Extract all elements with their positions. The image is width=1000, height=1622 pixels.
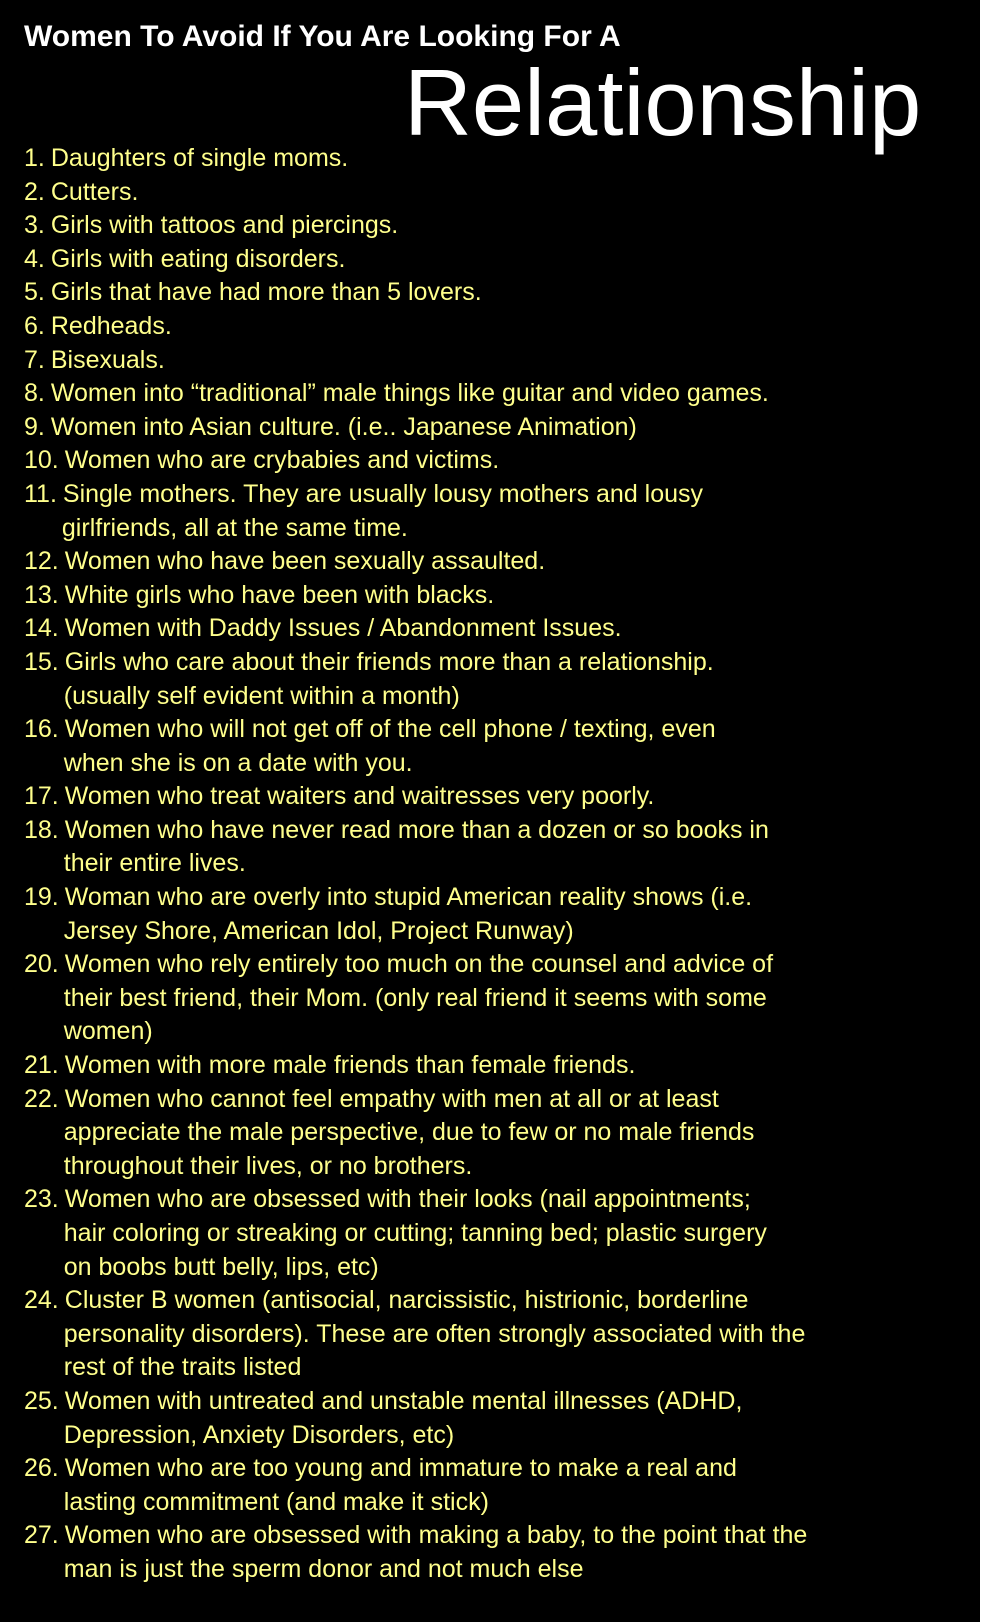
poster-title: Relationship [404, 50, 922, 155]
list-item [24, 176, 964, 210]
list-item-text [65, 1519, 808, 1586]
list-item-number: 17. [24, 782, 59, 811]
list-item-line: personality disorders). These are often strongly associated with the [63, 1319, 806, 1348]
list-item-line: their best friend, their Mom. (only real friend it seems with some [63, 983, 767, 1012]
list-item-line: Women who will not get off of the cell phone / texting, even [64, 715, 716, 744]
list-item-line: White girls who have been with blacks. [64, 580, 495, 609]
list-item [24, 579, 964, 613]
list-item [24, 142, 964, 176]
list-item-line: Women who are obsessed with their looks (nail appointments; [64, 1185, 751, 1214]
list-item [24, 780, 964, 814]
list-item-line: appreciate the male perspective, due to few or no male friends [63, 1118, 755, 1147]
list-item-line: when she is on a date with you. [63, 748, 413, 777]
list-item-text [65, 1083, 755, 1184]
list-item-line: Daughters of single moms. [50, 144, 349, 172]
poster-pre-title: Women To Avoid If You Are Looking For A [24, 20, 621, 53]
list-item-line: Women who have been sexually assaulted. [64, 547, 546, 576]
list-item-line: hair coloring or streaking or cutting; tanning bed; plastic surgery [63, 1219, 767, 1247]
list-item-text [65, 579, 494, 613]
list-item-number: 3. [24, 211, 45, 240]
list-item-number: 2. [24, 177, 45, 206]
list-item-line: Women who have never read more than a dozen or so books in [64, 815, 769, 844]
list-item-line: lasting commitment (and make it stick) [63, 1487, 489, 1516]
list-item-number: 11. [24, 479, 57, 508]
list-item-number: 12. [24, 547, 59, 576]
list-item [24, 1452, 964, 1519]
list-item-line: their entire lives. [63, 849, 246, 878]
list-item-line: Women who treat waiters and waitresses very poorly. [64, 782, 655, 811]
list-item-number: 19. [24, 883, 59, 912]
list-item-line: Women into Asian culture. (i.e.. Japanese Animation) [50, 412, 637, 441]
list-item-text [65, 1049, 636, 1083]
list-item-number: 6. [24, 311, 45, 340]
list-item-number: 8. [24, 379, 45, 408]
list-item [24, 444, 964, 478]
list-item-text [65, 1452, 737, 1519]
list-item-text [65, 713, 716, 780]
list-item [24, 948, 964, 1049]
list-item-line: Women who are too young and immature to make a real and [64, 1454, 737, 1483]
list-item-line: Single mothers. They are usually lousy mothers and lousy [62, 479, 704, 508]
list-item-line: Depression, Anxiety Disorders, etc) [63, 1420, 455, 1449]
list-item-text [51, 243, 346, 277]
list-item-text [51, 142, 348, 176]
list-item-line: Cutters. [50, 177, 139, 206]
list-item-number: 5. [24, 278, 45, 307]
list-item-line: rest of the traits listed [63, 1353, 302, 1382]
list-item [24, 646, 964, 713]
list-item-text [51, 176, 139, 210]
list-item-text [65, 545, 545, 579]
list-item-line: women) [63, 1017, 153, 1046]
list-item-line: Women who rely entirely too much on the counsel and advice of [64, 950, 774, 979]
list-item [24, 814, 964, 881]
list-item-number: 20. [24, 950, 59, 979]
list-item [24, 612, 964, 646]
list-item-text [65, 881, 752, 948]
list-item-text [51, 344, 165, 378]
list-item-number: 7. [24, 345, 45, 374]
list-item-text [63, 478, 703, 545]
list-item [24, 1049, 964, 1083]
list-item-line: Women who cannot feel empathy with men at all or at least [64, 1084, 719, 1113]
list-item [24, 713, 964, 780]
list-item-number: 1. [24, 144, 45, 172]
list-item-number: 27. [24, 1521, 59, 1550]
list-item-text [51, 411, 637, 445]
list-item-number: 10. [24, 446, 59, 475]
list-item-text [65, 1183, 767, 1284]
list-item-number: 22. [24, 1084, 59, 1113]
list-item-text [65, 814, 769, 881]
list-item-number: 15. [24, 647, 59, 676]
list-item-number: 16. [24, 715, 59, 744]
list-item-number: 18. [24, 815, 59, 844]
list-item-line: Girls who care about their friends more than a relationship. [64, 647, 714, 676]
list-item-text [65, 612, 622, 646]
list-item-line: Women who are obsessed with making a baby, to the point that the [64, 1521, 808, 1550]
list-item-text [65, 948, 773, 1049]
list-item-line: Redheads. [50, 311, 172, 340]
list-item-line: Women into “traditional” male things like guitar and video games. [50, 379, 769, 408]
list-item-text [65, 444, 499, 478]
list-item-line: Bisexuals. [50, 345, 165, 374]
avoid-list [24, 142, 964, 1587]
list-item-text [65, 1385, 743, 1452]
list-item-text [65, 780, 655, 814]
list-item [24, 881, 964, 948]
list-item-line: girlfriends, all at the same time. [61, 513, 408, 542]
list-item [24, 411, 964, 445]
list-item-line: Girls with eating disorders. [50, 244, 346, 273]
list-item-line: man is just the sperm donor and not much else [63, 1554, 584, 1583]
list-item [24, 310, 964, 344]
list-item-number: 25. [24, 1386, 59, 1415]
list-item [24, 478, 964, 545]
list-item-line: Women with Daddy Issues / Abandonment Issues. [64, 614, 622, 643]
list-item-line: Girls with tattoos and piercings. [50, 211, 399, 240]
list-item [24, 377, 964, 411]
list-item-text [51, 276, 482, 310]
list-item-text [65, 646, 714, 713]
list-item-line: Women with more male friends than female friends. [64, 1051, 636, 1080]
list-item-line: throughout their lives, or no brothers. [63, 1151, 473, 1180]
list-item-line: Jersey Shore, American Idol, Project Runway) [63, 916, 574, 945]
list-item [24, 545, 964, 579]
list-item [24, 1083, 964, 1184]
list-item-number: 21. [24, 1051, 59, 1080]
list-item-number: 13. [24, 580, 59, 609]
list-item-text [51, 377, 769, 411]
list-item-number: 4. [24, 244, 45, 273]
list-item-number: 9. [24, 412, 45, 441]
list-item-number: 23. [24, 1185, 59, 1214]
list-item-text [51, 310, 172, 344]
list-item [24, 344, 964, 378]
list-item-line: Women who are crybabies and victims. [64, 446, 500, 475]
list-item [24, 1385, 964, 1452]
list-item [24, 243, 964, 277]
list-item [24, 209, 964, 243]
list-item-number: 24. [24, 1286, 59, 1315]
list-item-line: on boobs butt belly, lips, etc) [63, 1252, 379, 1281]
list-item-text [65, 1284, 806, 1385]
list-item [24, 1183, 964, 1284]
list-item-line: Cluster B women (antisocial, narcissistic, histrionic, borderline [64, 1286, 749, 1315]
list-item [24, 1519, 964, 1586]
list-item-line: Woman who are overly into stupid American reality shows (i.e. [64, 883, 753, 912]
list-item-number: 14. [24, 614, 59, 643]
list-item-line: Girls that have had more than 5 lovers. [50, 278, 482, 307]
list-item-line: (usually self evident within a month) [63, 681, 460, 710]
list-item-number: 26. [24, 1454, 59, 1483]
list-item [24, 1284, 964, 1385]
list-item-text [51, 209, 398, 243]
list-item [24, 276, 964, 310]
list-item-line: Women with untreated and unstable mental illnesses (ADHD, [64, 1386, 743, 1415]
